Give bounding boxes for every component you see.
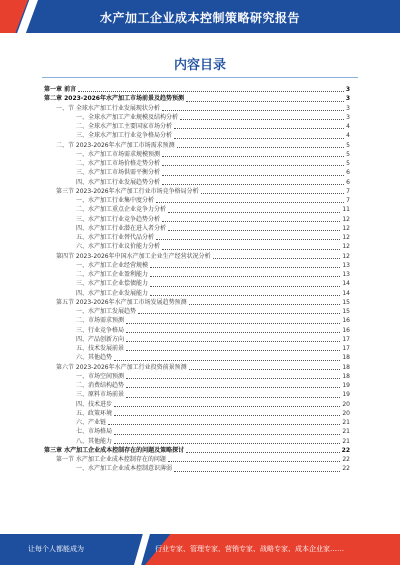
toc-entry[interactable] — [44, 390, 350, 399]
toc-entry-title: 二、水产加工市场价格走势分析 — [76, 160, 161, 167]
page-footer — [0, 534, 400, 565]
toc-leader-dots — [114, 400, 340, 407]
toc-entry-page: 7 — [346, 187, 350, 195]
toc-entry[interactable] — [44, 363, 350, 372]
toc-entry[interactable] — [44, 437, 350, 446]
toc-entry-title: 第五节 2023-2026年水产加工市场发展趋势预测 — [56, 298, 187, 306]
toc-entry[interactable] — [44, 242, 350, 251]
toc-entry[interactable] — [44, 353, 350, 362]
toc-entry[interactable] — [44, 307, 350, 316]
toc-entry[interactable] — [44, 141, 350, 150]
toc-entry-title: 一、水产加工企业成本控制意识薄弱 — [76, 465, 173, 473]
toc-entry-title: 一、全球水产加工产业规模及结构分析 — [76, 113, 179, 121]
toc-leader-dots — [138, 307, 340, 314]
toc-leader-dots — [180, 113, 344, 120]
toc-leader-dots — [126, 381, 340, 388]
toc-entry[interactable] — [44, 113, 350, 122]
toc-entry-title: 一、水产加工市场需求规模预测 — [76, 150, 161, 158]
toc-leader-dots — [177, 141, 345, 148]
report-title: 水产加工企业成本控制策略研究报告 — [99, 11, 300, 25]
toc-entry-title: 六、水产加工行业议价能力分析 — [76, 243, 161, 251]
toc-leader-dots — [114, 427, 340, 434]
toc-leader-dots — [168, 224, 340, 231]
toc-entry-page: 5 — [346, 160, 350, 167]
toc-heading: 内容目录 — [173, 58, 226, 73]
toc-entry[interactable] — [44, 335, 350, 344]
toc-entry-title: 四、产品创新方向 — [76, 335, 125, 343]
toc-entry[interactable] — [44, 298, 350, 307]
toc-entry[interactable] — [44, 446, 350, 455]
toc-entry-title: 第三节 2023-2026年水产加工行业市场竞争格局分析 — [56, 187, 199, 195]
toc-entry[interactable] — [44, 159, 350, 168]
toc-entry-page: 12 — [342, 234, 350, 241]
toc-leader-dots — [213, 252, 341, 259]
toc-leader-dots — [126, 390, 340, 397]
toc-entry-page: 12 — [342, 215, 350, 223]
toc-leader-dots — [150, 289, 340, 296]
toc-leader-dots — [114, 437, 340, 444]
toc-entry-page: 12 — [342, 243, 350, 251]
toc-leader-dots — [186, 94, 344, 101]
toc-entry-title: 一、水产加工行业集中度分析 — [76, 197, 155, 204]
toc-entry[interactable] — [44, 261, 350, 270]
toc-entry[interactable] — [44, 279, 350, 288]
toc-entry-title: 第二章 2023-2026年水产加工市场前景及趋势预测 — [44, 95, 184, 103]
toc-entry-page: 3 — [345, 86, 350, 93]
toc-entry-page: 18 — [342, 363, 350, 371]
toc-entry-page: 20 — [342, 409, 350, 417]
toc-entry[interactable] — [44, 196, 350, 205]
toc-entry[interactable] — [44, 187, 350, 196]
toc-entry[interactable] — [44, 252, 350, 261]
toc-entry[interactable] — [44, 270, 350, 279]
toc-entry-page: 15 — [342, 308, 350, 315]
toc-entry-page: 12 — [342, 224, 350, 232]
toc-leader-dots — [78, 85, 344, 92]
toc-entry[interactable] — [44, 326, 350, 335]
toc-entry-page: 12 — [342, 252, 350, 260]
toc-entry-page: 21 — [342, 428, 350, 436]
toc-leader-dots — [126, 335, 340, 342]
toc-entry-title: 六、产业链 — [76, 419, 107, 426]
toc-entry[interactable] — [44, 381, 350, 390]
toc-entry-page: 14 — [342, 289, 350, 297]
toc-entry-title: 四、水产加工行业发展趋势分析 — [76, 178, 161, 186]
toc-leader-dots — [108, 418, 340, 425]
toc-entry[interactable] — [44, 289, 350, 298]
toc-entry-title: 第一节 水产加工企业成本控制存在的问题 — [56, 456, 166, 463]
toc-entry-title: 八、其他能力 — [76, 437, 113, 445]
toc-leader-dots — [114, 409, 340, 416]
toc-entry-page: 16 — [342, 317, 350, 325]
toc-entry-title: 二、市场需求预测 — [76, 317, 125, 325]
toc-entry-page: 21 — [342, 437, 350, 445]
toc-leader-dots — [156, 233, 340, 240]
toc-entry[interactable] — [44, 178, 350, 187]
toc-leader-dots — [186, 446, 340, 453]
toc-leader-dots — [162, 104, 344, 111]
toc-entry-title: 第一章 前言 — [44, 86, 77, 93]
toc-entry-page: 4 — [346, 123, 350, 130]
toc-entry-page: 20 — [342, 400, 350, 408]
toc-entry-title: 五、技术发展前景 — [76, 345, 125, 352]
toc-entry[interactable] — [44, 464, 350, 473]
toc-entry-page: 16 — [342, 326, 350, 334]
toc-leader-dots — [150, 270, 340, 277]
toc-entry[interactable] — [44, 372, 350, 381]
toc-leader-dots — [126, 372, 340, 379]
toc-entry-page: 3 — [346, 104, 350, 112]
toc-entry-page: 14 — [342, 280, 350, 288]
toc-entry-title: 四、水产加工行业潜在进入者分析 — [76, 224, 167, 232]
toc-leader-dots — [174, 122, 344, 129]
toc-leader-dots — [201, 187, 345, 194]
toc-leader-dots — [174, 131, 344, 138]
toc-entry-title: 一、水产加工企业经营规模 — [76, 261, 149, 269]
toc-leader-dots — [189, 298, 341, 305]
toc-entry-title: 四、技术进步 — [76, 400, 113, 408]
toc-leader-dots — [174, 464, 340, 471]
toc-entry[interactable] — [44, 94, 350, 103]
toc-entry-page: 15 — [342, 298, 350, 306]
toc-entry-title: 二、水产加工企业盈利能力 — [76, 271, 149, 278]
toc-entry-page: 17 — [342, 345, 350, 352]
toc-entry-page: 11 — [342, 206, 350, 214]
toc-divider — [42, 77, 358, 78]
toc-entry-page: 18 — [342, 354, 350, 362]
toc-entry-page: 19 — [342, 382, 350, 389]
toc-entry-title: 第四节 2023-2026年中国水产加工企业生产经营状况分析 — [56, 252, 211, 260]
toc-entry-title: 第三章 水产加工企业成本控制存在的问题及策略探讨 — [44, 446, 185, 454]
page-header — [0, 0, 400, 33]
toc-leader-dots — [162, 178, 344, 185]
toc-entry-title: 二、消费结构趋势 — [76, 382, 125, 389]
toc-entry[interactable] — [44, 205, 350, 214]
toc-leader-dots — [126, 326, 340, 333]
toc-entry-title: 三、水产加工市场供需平衡分析 — [76, 169, 161, 177]
toc-entry[interactable] — [44, 455, 350, 464]
toc-leader-dots — [189, 363, 341, 370]
toc-entry-page: 22 — [342, 465, 350, 473]
toc-entry[interactable] — [44, 224, 350, 233]
toc-entry-page: 13 — [342, 271, 350, 278]
toc-entry[interactable] — [44, 85, 350, 94]
toc-entry-title: 七、市场格局 — [76, 428, 113, 436]
toc-entry-title: 一、市场空间预测 — [76, 372, 125, 380]
toc-entry-title: 四、水产加工企业发展能力 — [76, 289, 149, 297]
toc-entry-page: 21 — [342, 419, 350, 426]
toc-entry-title: 三、水产加工行业竞争趋势分析 — [76, 215, 161, 223]
toc-entry-page: 5 — [346, 150, 350, 158]
toc-entry-page: 6 — [346, 169, 350, 177]
toc-leader-dots — [168, 205, 340, 212]
toc-entry[interactable] — [44, 316, 350, 325]
toc-entry[interactable] — [44, 122, 350, 131]
toc-leader-dots — [162, 150, 344, 157]
toc-entry-title: 五、水产加工行业替代品分析 — [76, 234, 155, 241]
toc-entry[interactable] — [44, 150, 350, 159]
toc-leader-dots — [162, 159, 344, 166]
toc-leader-dots — [162, 215, 340, 222]
toc-entry[interactable] — [44, 168, 350, 177]
toc-entry-title: 三、行业竞争格局 — [76, 326, 125, 334]
toc-entry-page: 17 — [342, 335, 350, 343]
toc-entry[interactable] — [44, 418, 350, 427]
toc-leader-dots — [114, 353, 340, 360]
toc-entry-title: 二、全球水产加工主要国家市场分析 — [76, 123, 173, 130]
footer-slogan-left: 让每个人都能成为 — [28, 545, 84, 553]
toc-entry-page: 22 — [341, 446, 350, 454]
toc-entry-page: 19 — [342, 391, 350, 399]
toc-entry-title: 三、原料市场前景 — [76, 391, 125, 399]
toc-entry-page: 3 — [345, 95, 350, 103]
toc-entry[interactable] — [44, 400, 350, 409]
toc-entry-page: 6 — [346, 178, 350, 186]
toc-entry[interactable] — [44, 215, 350, 224]
toc-leader-dots — [168, 455, 340, 462]
toc-entry-title: 三、水产加工企业偿债能力 — [76, 280, 149, 288]
toc-entry-page: 22 — [342, 456, 350, 463]
toc-entry-page: 4 — [346, 132, 350, 140]
footer-slogan-right: 行业专家、管理专家、营销专家、战略专家、成本企业家…… — [155, 545, 344, 553]
toc-leader-dots — [126, 344, 340, 351]
toc-entry-title: 六、其他趋势 — [76, 354, 113, 362]
toc-leader-dots — [156, 196, 344, 203]
toc-entry-title: 一、水产加工发展趋势 — [76, 308, 137, 315]
toc-entry-page: 13 — [342, 261, 350, 269]
toc-entry-title: 第六节 2023-2026年水产加工行业投资前景预测 — [56, 363, 187, 371]
toc-entry[interactable] — [44, 409, 350, 418]
toc-leader-dots — [162, 242, 340, 249]
toc-entry[interactable] — [44, 104, 350, 113]
toc-entry-page: 3 — [346, 113, 350, 121]
toc-entry[interactable] — [44, 427, 350, 436]
toc-entry-title: 二、水产加工重点企业竞争力分析 — [76, 206, 167, 214]
toc-entry-page: 7 — [346, 197, 350, 204]
table-of-contents — [44, 85, 350, 474]
toc-entry[interactable] — [44, 233, 350, 242]
toc-entry-title: 二、节 2023-2026年水产加工市场需求预测 — [56, 141, 175, 149]
toc-leader-dots — [162, 168, 344, 175]
toc-entry-page: 18 — [342, 372, 350, 380]
toc-entry[interactable] — [44, 131, 350, 140]
toc-leader-dots — [126, 316, 340, 323]
toc-entry-title: 一、节 全球水产加工行业发展现状分析 — [56, 104, 160, 112]
toc-entry-page: 5 — [346, 141, 350, 149]
toc-entry-title: 三、全球水产加工行业竞争格局分析 — [76, 132, 173, 140]
toc-leader-dots — [150, 261, 340, 268]
toc-leader-dots — [150, 279, 340, 286]
toc-entry[interactable] — [44, 344, 350, 353]
toc-entry-title: 五、政策环境 — [76, 409, 113, 417]
